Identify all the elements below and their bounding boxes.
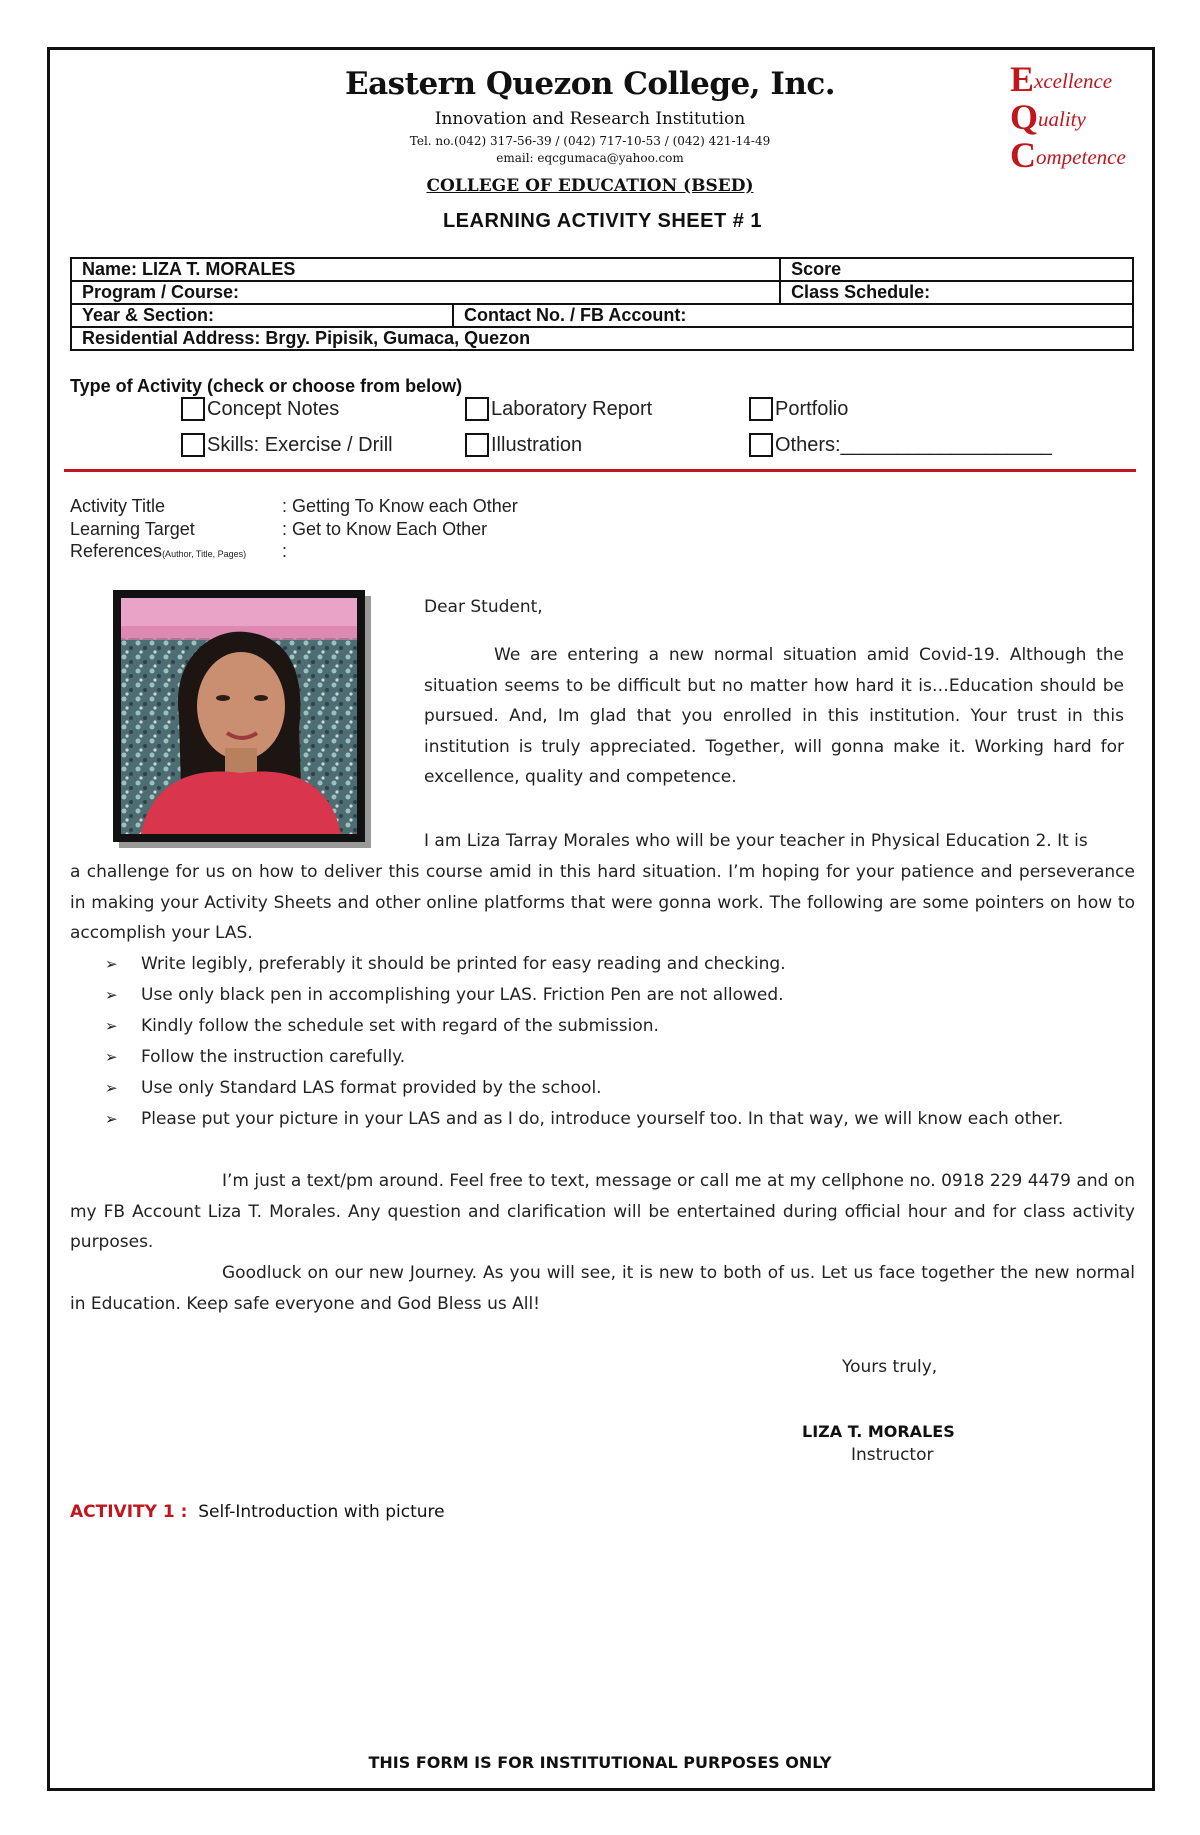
activity-type-label: Type of Activity (check or choose from below): [70, 376, 463, 396]
list-item: ➢ Kindly follow the schedule set with regard of the submission.: [105, 1011, 1135, 1042]
option-portfolio[interactable]: Portfolio: [749, 397, 848, 421]
department-title: COLLEGE OF EDUCATION (BSED): [426, 176, 754, 196]
activity-title-value: : Getting To Know each Other: [282, 496, 518, 516]
activity-text: Self-Introduction with picture: [198, 1502, 445, 1522]
list-item: ➢ Follow the instruction carefully.: [105, 1042, 1135, 1073]
checkbox-icon[interactable]: [181, 397, 205, 421]
arrow-bullet-icon: ➢: [105, 1079, 118, 1097]
option-illustration[interactable]: Illustration: [465, 433, 582, 457]
checkbox-icon[interactable]: [749, 397, 773, 421]
program-cell: Program / Course:: [71, 281, 780, 304]
list-item: ➢ Use only Standard LAS format provided by the school.: [105, 1073, 1135, 1104]
option-others[interactable]: Others:___________________: [749, 433, 1052, 457]
learning-target-label: Learning Target: [70, 519, 195, 539]
score-cell: Score: [780, 258, 1133, 281]
signatory-title: Instructor: [851, 1445, 934, 1465]
arrow-bullet-icon: ➢: [105, 1017, 118, 1035]
footer-note: THIS FORM IS FOR INSTITUTIONAL PURPOSES ONLY: [368, 1753, 832, 1772]
instructor-photo: [113, 590, 365, 842]
activity-label: ACTIVITY 1 :: [70, 1502, 188, 1522]
activity-line: [70, 1502, 445, 1522]
motto-competence: Competence: [1010, 135, 1126, 175]
references-value: :: [282, 541, 288, 561]
year-section-cell: Year & Section:: [71, 304, 453, 327]
section-divider: [64, 469, 1136, 472]
list-item: ➢ Please put your picture in your LAS and as I do, introduce yourself too. In that way, we will know each other.: [105, 1104, 1135, 1135]
checkbox-icon[interactable]: [465, 397, 489, 421]
class-schedule-cell: Class Schedule:: [780, 281, 1133, 304]
signatory-name: LIZA T. MORALES: [802, 1422, 955, 1441]
contact-cell: Contact No. / FB Account:: [453, 304, 1133, 327]
letter-paragraph-3: I’m just a text/pm around. Feel free to text, message or call me at my cellphone no. 0918 229 4479 and on my FB Account Liza T. Morales. Any question and clarification will be entertained during official hour and for class activity purposes.: [70, 1171, 1135, 1252]
letter-paragraph-4: Goodluck on our new Journey. As you will see, it is new to both of us. Let us face together the new normal in Education. Keep safe everyone and God Bless us All!: [70, 1263, 1135, 1314]
checkbox-icon[interactable]: [181, 433, 205, 457]
option-laboratory-report[interactable]: Laboratory Report: [465, 397, 652, 421]
student-info-table: [70, 257, 1134, 351]
arrow-bullet-icon: ➢: [105, 1048, 118, 1066]
pointers-list: [105, 949, 1135, 1135]
motto-excellence: Excellence: [1010, 59, 1113, 99]
activity-title-label: Activity Title: [70, 496, 166, 516]
letter-closing: Yours truly,: [842, 1357, 938, 1377]
college-email: email: eqcgumaca@yahoo.com: [496, 151, 684, 165]
option-concept-notes[interactable]: Concept Notes: [181, 397, 339, 421]
learning-target-value: : Get to Know Each Other: [282, 519, 488, 539]
checkbox-icon[interactable]: [749, 433, 773, 457]
sheet-title: LEARNING ACTIVITY SHEET # 1: [442, 210, 763, 232]
arrow-bullet-icon: ➢: [105, 955, 118, 973]
list-item: ➢ Write legibly, preferably it should be printed for easy reading and checking.: [105, 949, 1135, 980]
college-tagline: Innovation and Research Institution: [434, 109, 746, 129]
address-cell: Residential Address: Brgy. Pipisik, Gumaca, Quezon: [71, 327, 1133, 350]
option-skills-exercise[interactable]: Skills: Exercise / Drill: [181, 433, 393, 457]
checkbox-icon[interactable]: [465, 433, 489, 457]
name-cell: Name: LIZA T. MORALES: [71, 258, 780, 281]
college-name: Eastern Quezon College, Inc.: [344, 66, 836, 102]
letter-paragraph-2-first-line: I am Liza Tarray Morales who will be your teacher in Physical Education 2. It is: [424, 831, 1088, 851]
list-item: ➢ Use only black pen in accomplishing your LAS. Friction Pen are not allowed.: [105, 980, 1135, 1011]
letter-salutation: Dear Student,: [424, 597, 543, 617]
letter-paragraph-1: We are entering a new normal situation amid Covid-19. Although the situation seems to be difficult but no matter how hard it is…Education should be pursued. And, Im glad that you enrolled in this institution. Your trust in this institution is truly appreciated. Together, will gonna make it. Working hard for excellence, quality and competence.: [424, 645, 1124, 787]
letter-paragraph-2: a challenge for us on how to deliver this course amid in this hard situation. I’m hoping for your patience and perseverance in making your Activity Sheets and other online platforms that were gonna work. The following are some pointers on how to accomplish your LAS.: [70, 862, 1135, 943]
references-label: References(Author, Title, Pages): [70, 541, 247, 561]
arrow-bullet-icon: ➢: [105, 1110, 118, 1128]
arrow-bullet-icon: ➢: [105, 986, 118, 1004]
college-telephone: Tel. no.(042) 317-56-39 / (042) 717-10-53 / (042) 421-14-49: [409, 134, 771, 148]
motto-quality: Quality: [1010, 97, 1086, 137]
